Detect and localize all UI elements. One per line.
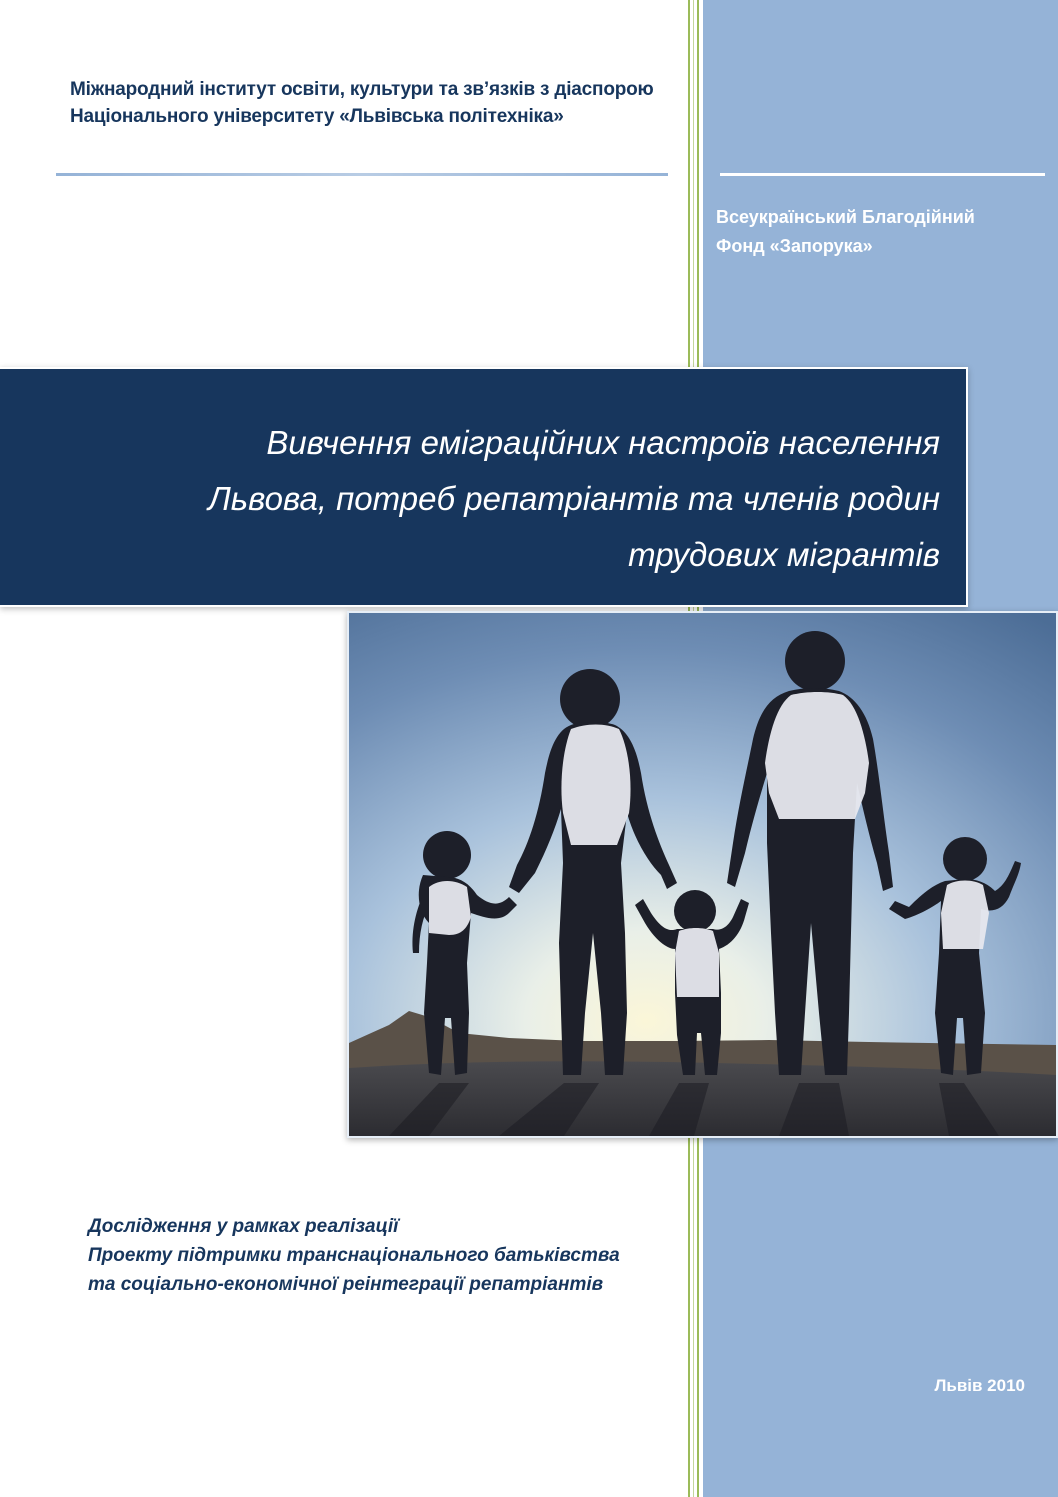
institute-name [70, 76, 710, 130]
fund-line-1: Всеукраїнський Благодійний [716, 207, 975, 227]
title-banner [0, 367, 968, 607]
fund-name [716, 203, 1046, 261]
fund-line-2: Фонд «Запорука» [716, 236, 873, 256]
document-title [20, 415, 940, 583]
header-rule-right [720, 173, 1045, 176]
institute-line-2: Національного університету «Львівська політехніка» [70, 106, 564, 127]
title-line-3: трудових мігрантів [628, 536, 940, 573]
project-description [88, 1212, 688, 1299]
title-line-1: Вивчення еміграційних настроїв населення [266, 424, 940, 461]
subtitle-line-2: Проекту підтримки транснаціонального батьківства [88, 1245, 620, 1266]
place-and-year: Львів 2010 [934, 1376, 1025, 1395]
subtitle-line-3: та соціально-економічної реінтеграції репатріантів [88, 1274, 604, 1295]
title-line-2: Львова, потреб репатріантів та членів родин [208, 480, 940, 517]
cover-photo-family-silhouette [347, 611, 1058, 1138]
institute-line-1: Міжнародний інститут освіти, культури та зв’язків з діаспорою [70, 79, 654, 100]
header-rule-left [56, 173, 668, 176]
subtitle-line-1: Дослідження у рамках реалізації [88, 1216, 399, 1237]
